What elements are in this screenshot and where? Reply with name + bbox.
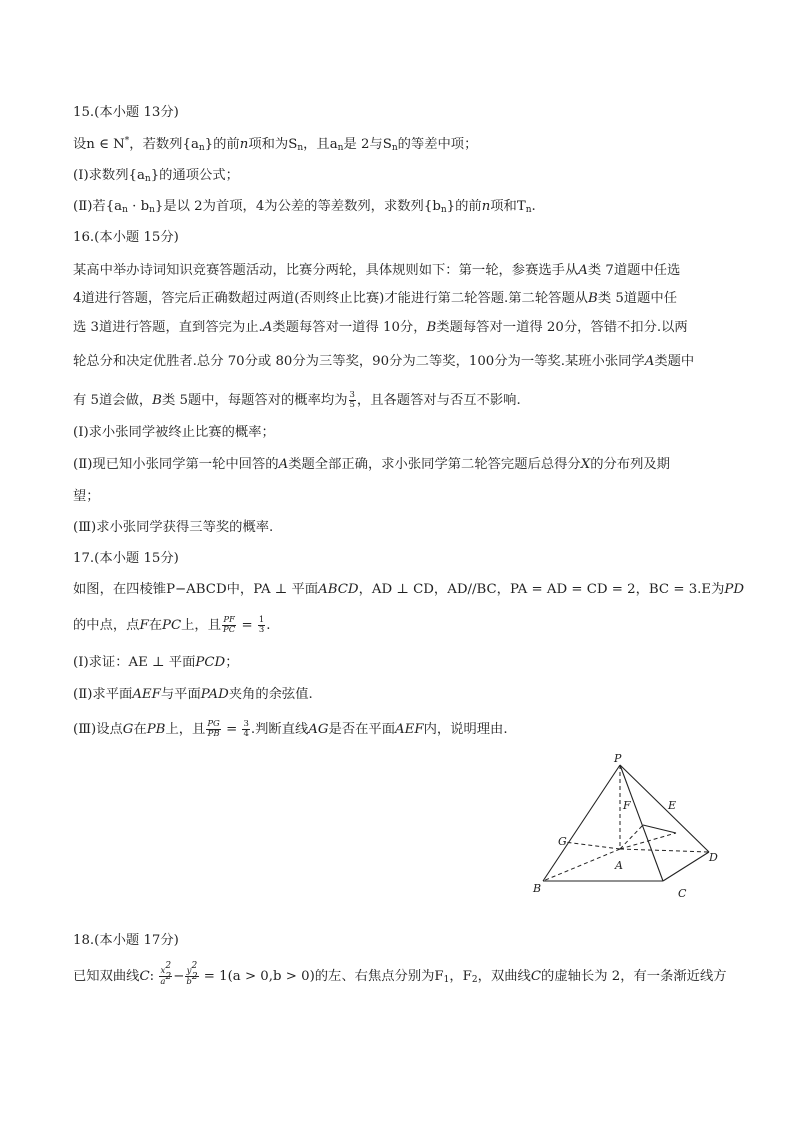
- q17-header: 17.(本小题 15分): [73, 551, 179, 566]
- q18-header: 18.(本小题 17分): [73, 933, 179, 948]
- segment-ae: [620, 833, 676, 849]
- q16-part1: (Ⅰ)求小张同学被终止比赛的概率；: [73, 425, 275, 440]
- q17-part1: (Ⅰ)求证：AE ⊥ 平面PCD；: [73, 655, 239, 670]
- q15-part1: (Ⅰ)求数列$\{a_n\}$的通项公式；: [73, 168, 239, 184]
- q17-part3: (Ⅲ)设点G在PB上，且 $\frac{PG}{PB}$ = $\frac{3}{4}$ .判断直线AG是否在平面AEF内，说明理由.: [73, 719, 508, 739]
- fraction-three-quarters: $\frac{3}{4}$: [243, 719, 249, 739]
- edge-pb: [543, 765, 620, 881]
- fraction-three-fifths: $\frac{3}{5}$: [349, 390, 355, 410]
- fraction-y2-b2: $\frac{y^2}{b^2}$: [186, 961, 198, 987]
- q17-part2: (Ⅱ)求平面AEF与平面PAD夹角的余弦值.: [73, 687, 313, 702]
- fraction-one-third: $\frac{1}{3}$: [258, 615, 265, 635]
- edge-pc: [620, 765, 663, 881]
- q16-header: 16.(本小题 15分): [73, 230, 179, 245]
- edge-cd: [663, 852, 709, 881]
- q16-stem-line5: 有 5道会做，B类 5题中，每题答对的概率均为 $\frac{3}{5}$ ，且各题答对与否互不影响.: [73, 390, 521, 410]
- q18-stem-line1: 已知双曲线C: $\frac{x^2}{a^2}$ − $\frac{y^2}{b^2}$ = 1(a > 0,b > 0)的左、右焦点分别为$F_1$，$F_2$，双曲线C的虚轴长为 2，有一条渐近线方: [73, 961, 727, 987]
- segment-af: [620, 825, 643, 849]
- label-a: A: [615, 859, 623, 872]
- q15-stem: 设n ∈ N*，若数列$\{a_n\}$的前n项和为$S_n$，且$a_n$是 2与$S_n$的等差中项；: [73, 136, 478, 153]
- label-b: B: [533, 882, 542, 895]
- q16-stem-line1: 某高中举办诗词知识竞赛答题活动，比赛分两轮，具体规则如下：第一轮，参赛选手从A类 7道题中任选: [73, 263, 681, 278]
- q16-stem-line3: 选 3道进行答题，直到答完为止.A类题每答对一道得 10分，B类题每答对一道得 20分，答错不扣分.以两: [73, 320, 688, 335]
- edge-ad: [620, 849, 709, 852]
- q16-part3: (Ⅲ)求小张同学获得三等奖的概率.: [73, 520, 274, 535]
- label-d: D: [709, 851, 718, 864]
- segment-ag: [564, 842, 620, 849]
- fraction-x2-a2: $\frac{x^2}{a^2}$: [160, 961, 172, 987]
- q16-part2: (Ⅱ)现已知小张同学第一轮中回答的A类题全部正确，求小张同学第二轮答完题后总得分X的分布列及期: [73, 457, 670, 472]
- segment-fe: [643, 825, 676, 833]
- q15-header: 15.(本小题 13分): [73, 105, 179, 120]
- fraction-pf-pc: $\frac{PF}{PC}$: [223, 615, 236, 635]
- label-p: P: [614, 752, 622, 765]
- q16-stem-line4: 轮总分和决定优胜者.总分 70分或 80分为三等奖，90分为二等奖，100分为一等奖.某班小张同学A类题中: [73, 354, 695, 369]
- q16-part2-continued: 望；: [73, 489, 100, 504]
- fraction-pg-pb: $\frac{PG}{PB}$: [207, 719, 220, 739]
- label-e: E: [668, 799, 677, 812]
- edge-ab: [543, 849, 620, 881]
- label-f: F: [623, 799, 631, 812]
- label-g: G: [558, 835, 567, 848]
- pyramid-figure: [520, 748, 735, 903]
- q17-stem-line2: 的中点，点F在PC上，且 $\frac{PF}{PC}$ = $\frac{1}{3}$ .: [73, 615, 271, 635]
- q17-stem-line1: 如图，在四棱锥P−ABCD中，PA ⊥ 平面ABCD，AD ⊥ CD，AD//BC，PA = AD = CD = 2，BC = 3.E为PD: [73, 582, 744, 597]
- edge-pd: [620, 765, 709, 852]
- q16-stem-line2: 4道进行答题，答完后正确数超过两道(否则终止比赛)才能进行第二轮答题.第二轮答题从B类 5道题中任: [73, 291, 677, 306]
- q15-part2: (Ⅱ)若$\{a_n \cdot b_n\}$是以 2为首项，4为公差的等差数列，求数列$\{b_n\}$的前n项和$T_n$.: [73, 199, 536, 215]
- label-c: C: [678, 887, 687, 900]
